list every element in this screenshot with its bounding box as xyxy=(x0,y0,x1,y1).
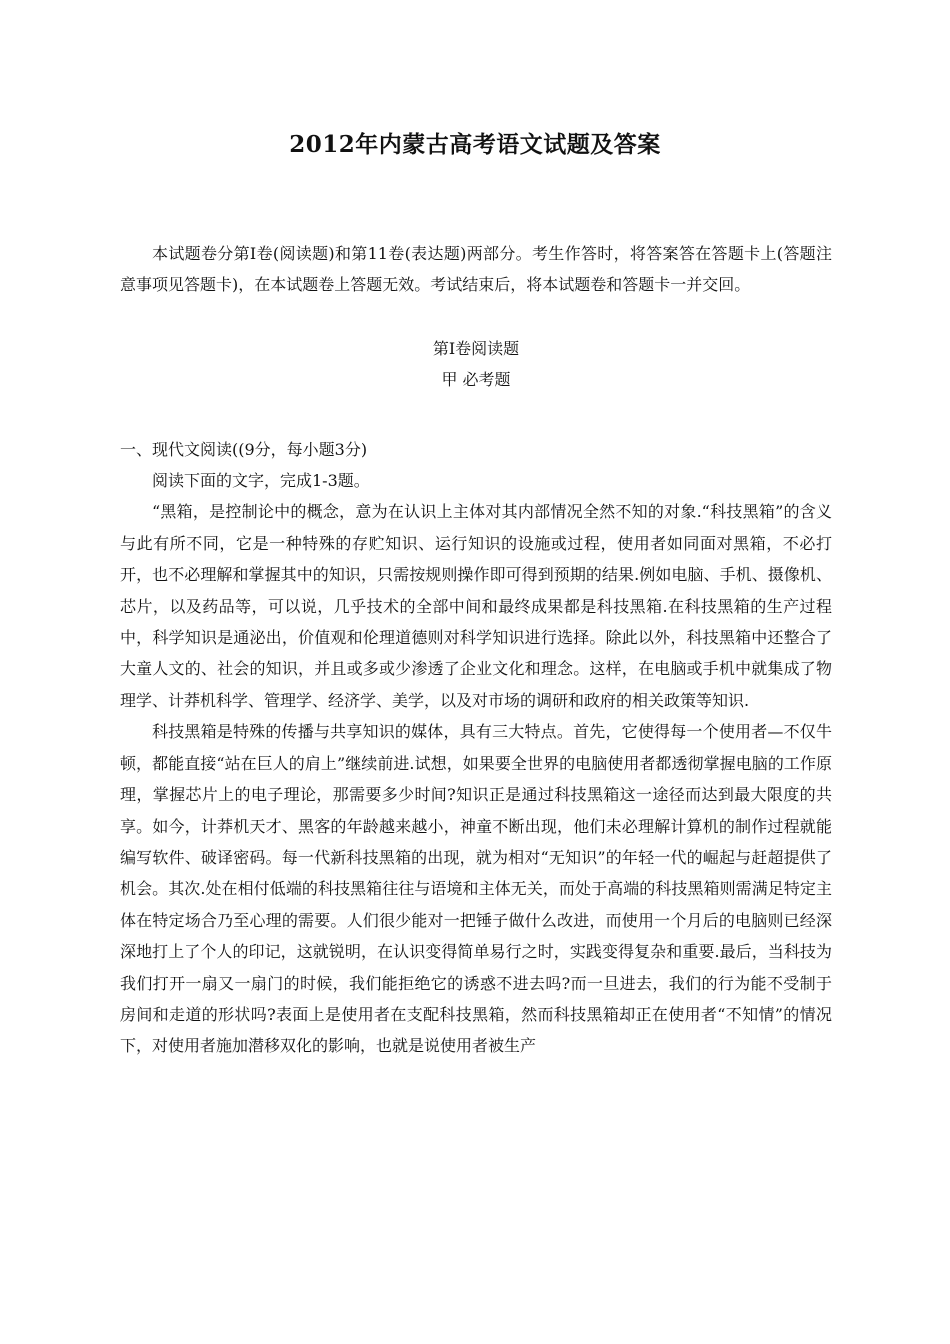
spacer xyxy=(120,396,832,434)
document-body xyxy=(120,238,832,1062)
volume-heading: 第I卷阅读题 xyxy=(432,338,520,358)
spacer xyxy=(120,301,832,333)
instruction-text: 阅读下面的文字，完成1-3题。 xyxy=(152,471,370,491)
passage-paragraph-2: 科技黑箱是特殊的传播与共享知识的媒体，具有三大特点。首先，它使得每一个使用者—不仅牛顿，都能直接“站在巨人的肩上”继续前进.试想，如果要全世界的电脑使用者都透彻掌握电脑的工作原理，掌握芯片上的电子理论，那需要多少时间?知识正是通过科技黑箱这一途径而达到最大限度的共享。如今，计莽机天才、黑客的年龄越来越小，神童不断出现，他们未必理解计算机的制作过程就能编写软件、破译密码。每一代新科技黑箱的出现，就为相对“无知识”的年轻一代的崛起与赶超提供了机会。其次.处在相付低端的科技黑箱往往与语境和主体无关，而处于高端的科技黑箱则需满足特定主体在特定场合乃至心理的需要。人们很少能对一把锤子做什么改进，而使用一个月后的电脑则已经深深地打上了个人的印记，这就锐明，在认识变得简单易行之时，实践变得复杂和重要.最后，当科技为我们打开一扇又一扇门的时候，我们能拒绝它的诱惑不进去吗?而一旦进去，我们的行为能不受制于房间和走道的形状吗?表面上是使用者在支配科技黑箱，然而科技黑箱却正在使用者“不知情”的情况下，对使用者施加潜移双化的影响，也就是说使用者被生产 xyxy=(120,722,832,1056)
sub-heading: 甲 必考题 xyxy=(441,370,511,390)
section-heading: 一、现代文阅读((9分，每小题3分) xyxy=(120,439,368,459)
document-title: 2012年内蒙古高考语文试题及答案 xyxy=(289,131,661,158)
intro-paragraph: 本试题卷分第I卷(阅读题)和第11卷(表达题)两部分。考生作答时，将答案答在答题卡上(答题注意事项见答题卡)，在本试题卷上答题无效。考试结束后，将本试题卷和答题卡一并交回。 xyxy=(120,244,832,295)
passage-paragraph-1: “黑箱，是控制论中的概念，意为在认识上主体对其内部情况全然不知的对象.“科技黑箱”的含义与此有所不同，它是一种特殊的存贮知识、运行知识的设施或过程，使用者如同面对黑箱，不必打开，也不必理解和掌握其中的知识，只需按规则操作即可得到预期的结果.例如电脑、手机、摄像机、芯片，以及药品等，可以说，几乎技术的全部中间和最终成果都是科技黑箱.在科技黑箱的生产过程中，科学知识是通泌出，价值观和伦理道德则对科学知识进行选择。除此以外，科技黑箱中还整合了大童人文的、社会的知识，并且或多或少渗透了企业文化和理念。这样，在电脑或手机中就集成了物理学、计莽机科学、管理学、经济学、美学，以及对市场的调研和政府的相关政策等知识. xyxy=(120,502,832,710)
